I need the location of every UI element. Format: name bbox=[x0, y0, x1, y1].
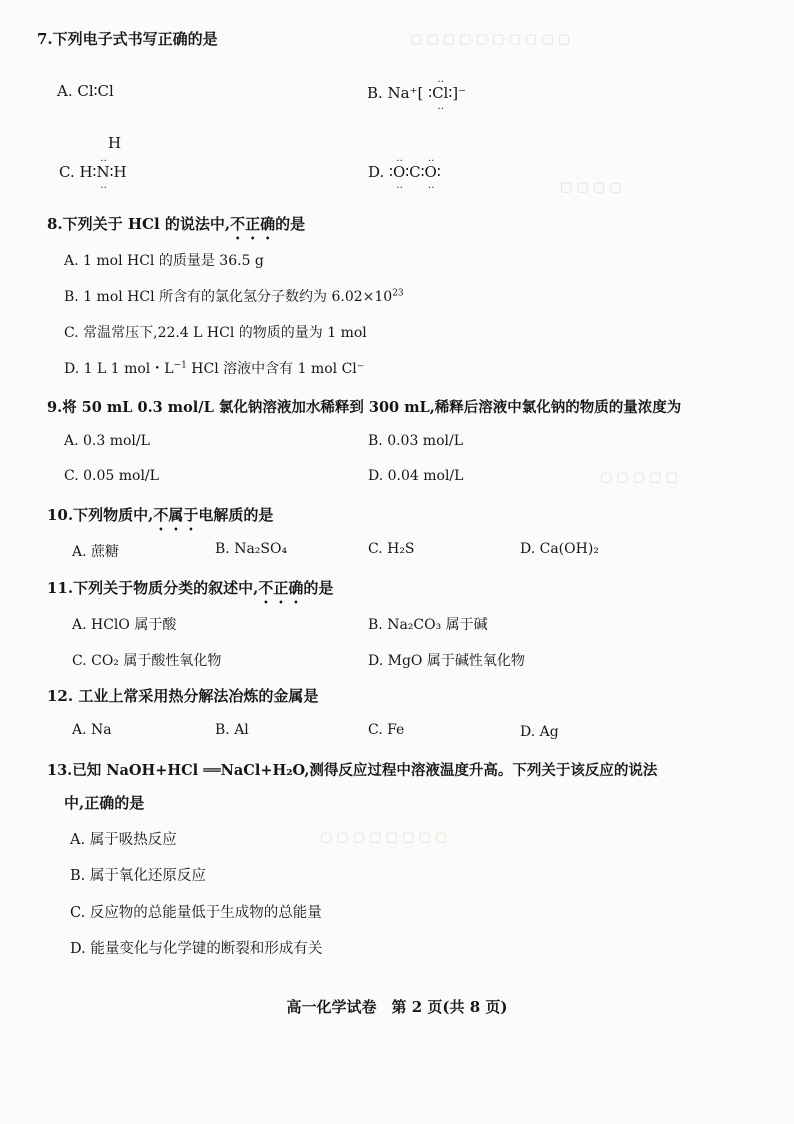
option-d-c: ∶C∶ bbox=[405, 163, 425, 181]
question-7-option-b bbox=[367, 84, 466, 102]
question-11-option-a: A. HClO 属于酸 bbox=[72, 617, 177, 633]
option-b-element: ‥ Cl ‥ bbox=[432, 84, 448, 102]
question-12-option-b: B. Al bbox=[215, 722, 249, 738]
option-d-prefix: D. ∶ bbox=[368, 163, 393, 181]
q8-stem-emphasis: 不正确 bbox=[230, 215, 276, 233]
question-11-stem bbox=[47, 577, 333, 607]
question-13-stem-line1: 13.已知 NaOH+HCl ══NaCl+H₂O,测得反应过程中溶液温度升高。下列关于该反应的说法 bbox=[47, 762, 658, 779]
q8-b-exponent: 23 bbox=[392, 288, 404, 299]
question-7-option-c-top: H bbox=[108, 134, 122, 152]
q11-stem-lead: 11.下列关于物质分类的叙述中, bbox=[47, 579, 259, 597]
q10-stem-lead: 10.下列物质中, bbox=[47, 506, 154, 524]
question-12-option-a: A. Na bbox=[72, 722, 112, 738]
question-10-option-b: B. Na₂SO₄ bbox=[215, 541, 288, 557]
question-11-option-d: D. MgO 属于碱性氧化物 bbox=[368, 653, 525, 669]
question-13-option-b: B. 属于氧化还原反应 bbox=[70, 868, 206, 884]
question-8-option-d bbox=[64, 358, 364, 378]
option-d-o2: ‥ O ‥ bbox=[425, 163, 437, 181]
q8-stem-tail: 的是 bbox=[275, 215, 306, 233]
question-13-stem-line2: 中,正确的是 bbox=[64, 794, 145, 812]
option-b-suffix: ∶]⁻ bbox=[448, 84, 467, 102]
question-13-option-d: D. 能量变化与化学键的断裂和形成有关 bbox=[70, 941, 323, 957]
question-13-option-c: C. 反应物的总能量低于生成物的总能量 bbox=[70, 905, 322, 921]
question-9-option-b: B. 0.03 mol/L bbox=[368, 433, 464, 449]
q10-stem-emphasis: 不属于 bbox=[153, 506, 199, 524]
q10-stem-tail: 电解质的是 bbox=[198, 506, 274, 524]
question-7-option-d bbox=[368, 163, 441, 181]
question-8-option-a: A. 1 mol HCl 的质量是 36.5 g bbox=[64, 253, 264, 269]
q8-stem-lead: 8.下列关于 HCl 的说法中, bbox=[47, 215, 231, 233]
question-9-option-a: A. 0.3 mol/L bbox=[64, 433, 150, 449]
bleed-through-text: ▢ ▢ ▢ ▢ ▢ bbox=[600, 470, 678, 485]
option-c-prefix: C. H∶ bbox=[59, 163, 97, 181]
question-10-stem bbox=[47, 504, 273, 534]
q8-d-main: D. 1 L 1 mol・L bbox=[64, 361, 174, 377]
q8-d-exponent: −1 bbox=[173, 360, 187, 371]
option-c-suffix: ∶H bbox=[109, 163, 127, 181]
option-d-o1: ‥ O ‥ bbox=[393, 163, 405, 181]
q8-b-main: B. 1 mol HCl 所含有的氯化氢分子数约为 6.02×10 bbox=[64, 289, 393, 305]
question-9-stem: 9.将 50 mL 0.3 mol/L 氯化钠溶液加水稀释到 300 mL,稀释后溶液中氯化钠的物质的量浓度为 bbox=[47, 399, 682, 416]
question-12-option-c: C. Fe bbox=[368, 722, 405, 738]
question-9-option-c: C. 0.05 mol/L bbox=[64, 468, 159, 484]
question-10-option-c: C. H₂S bbox=[368, 541, 415, 557]
question-7-option-c bbox=[59, 163, 127, 181]
question-9-option-d: D. 0.04 mol/L bbox=[368, 468, 464, 484]
q8-d-tail: HCl 溶液中含有 1 mol Cl⁻ bbox=[186, 361, 365, 377]
question-12-option-d: D. Ag bbox=[520, 724, 559, 740]
question-12-stem: 12. 工业上常采用热分解法冶炼的金属是 bbox=[47, 687, 319, 705]
question-8-option-c: C. 常温常压下,22.4 L HCl 的物质的量为 1 mol bbox=[64, 325, 367, 341]
q11-stem-emphasis: 不正确 bbox=[258, 579, 304, 597]
option-d-suffix: ∶ bbox=[436, 163, 441, 181]
question-10-option-a: A. 蔗糖 bbox=[72, 544, 120, 560]
question-8-option-b bbox=[64, 286, 404, 306]
question-8-stem bbox=[47, 213, 305, 243]
q11-stem-tail: 的是 bbox=[303, 579, 334, 597]
option-c-element: ‥ N ‥ bbox=[96, 163, 109, 181]
question-11-option-c: C. CO₂ 属于酸性氧化物 bbox=[72, 653, 222, 669]
bleed-through-text: ▢ ▢ ▢ ▢ ▢ ▢ ▢ ▢ ▢ ▢ bbox=[410, 32, 571, 47]
question-7-option-a: A. Cl∶Cl bbox=[57, 82, 114, 100]
question-10-option-d: D. Ca(OH)₂ bbox=[520, 541, 599, 557]
question-7-stem: 7.下列电子式书写正确的是 bbox=[37, 30, 218, 48]
bleed-through-text: ▢ ▢ ▢ ▢ bbox=[560, 180, 622, 195]
option-b-prefix: B. Na⁺[ ∶ bbox=[367, 84, 433, 102]
page-footer: 高一化学试卷 第 2 页(共 8 页) bbox=[286, 998, 508, 1016]
bleed-through-text: ▢ ▢ ▢ ▢ ▢ ▢ ▢ ▢ bbox=[320, 830, 448, 845]
question-11-option-b: B. Na₂CO₃ 属于碱 bbox=[368, 617, 488, 633]
question-13-option-a: A. 属于吸热反应 bbox=[70, 832, 177, 848]
